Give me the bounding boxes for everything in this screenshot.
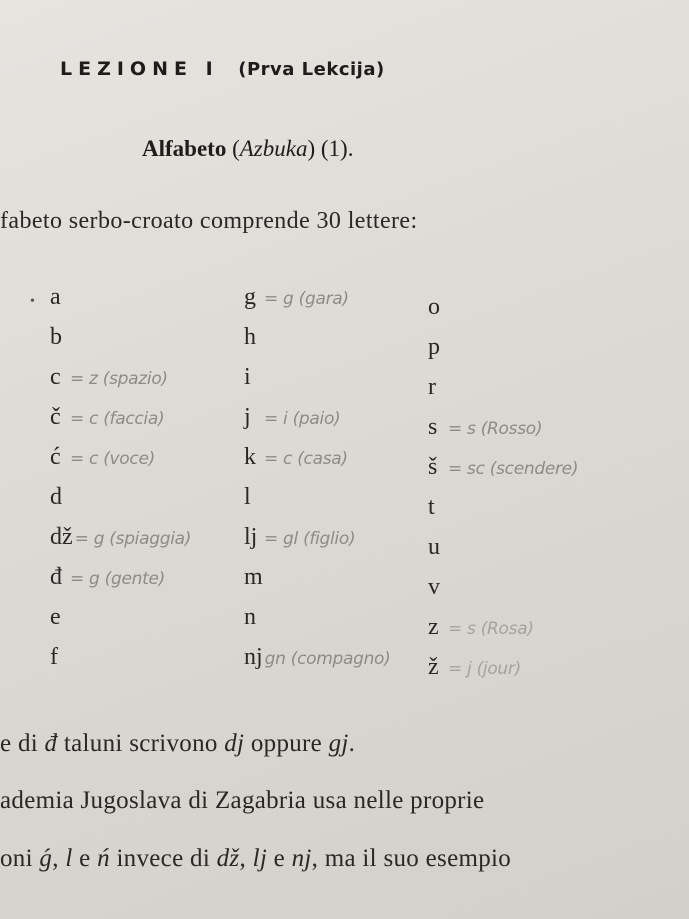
footnote-text: oni xyxy=(0,845,40,872)
footnote-text: , ma il suo esempio xyxy=(311,845,512,872)
margin-dot: • xyxy=(30,294,35,309)
lesson-heading xyxy=(60,58,385,80)
alphabet-row xyxy=(50,644,250,684)
section-title-bold: Alfabeto xyxy=(142,136,227,161)
alphabet-letter: h xyxy=(244,324,256,350)
alphabet-column-2 xyxy=(244,284,444,684)
alphabet-row xyxy=(50,524,250,564)
alphabet-letter: đ xyxy=(50,564,62,590)
alphabet-row xyxy=(428,614,628,654)
alphabet-row xyxy=(50,284,250,324)
alphabet-row xyxy=(244,524,444,564)
alphabet-row xyxy=(50,404,250,444)
alphabet-letter: m xyxy=(244,564,263,590)
footnote-italic: đ xyxy=(44,730,58,757)
handwritten-note: = g (gara) xyxy=(264,289,349,309)
alphabet-letter: z xyxy=(428,614,439,640)
alphabet-letter: b xyxy=(50,324,62,350)
alphabet-row xyxy=(50,564,250,604)
footnote-italic: ǵ xyxy=(39,845,53,872)
handwritten-note: = gl (figlio) xyxy=(264,529,356,549)
alphabet-letter: u xyxy=(428,534,440,560)
alphabet-row xyxy=(244,484,444,524)
alphabet-letter: p xyxy=(428,334,440,360)
alphabet-row xyxy=(428,414,628,454)
handwritten-note: = g (gente) xyxy=(70,569,165,589)
lesson-title-translation: (Prva Lekcija) xyxy=(238,59,385,80)
footnote-text: e di xyxy=(0,730,45,757)
alphabet-letter: o xyxy=(428,294,440,320)
alphabet-row xyxy=(50,604,250,644)
alphabet-column-1 xyxy=(50,284,250,684)
footnote-line-1 xyxy=(0,730,355,758)
alphabet-row xyxy=(428,374,628,414)
alphabet-letter: i xyxy=(244,364,251,390)
section-title-italic: Azbuka xyxy=(239,136,308,161)
section-title xyxy=(142,136,353,162)
footnote-italic: ń xyxy=(97,845,110,872)
lesson-title: LEZIONE I xyxy=(60,58,219,80)
alphabet-row xyxy=(244,444,444,484)
footnote-text: oppure xyxy=(244,730,329,757)
alphabet-letter: č xyxy=(50,404,61,430)
alphabet-row xyxy=(50,484,250,524)
alphabet-row xyxy=(428,494,628,534)
footnote-text: e xyxy=(72,845,98,872)
footnote-italic: lj xyxy=(252,845,268,872)
alphabet-row xyxy=(428,574,628,614)
footnote-line-2: ademia Jugoslava di Zagabria usa nelle proprie xyxy=(0,787,485,814)
handwritten-note: = s (Rosa) xyxy=(448,619,534,639)
alphabet-letter: c xyxy=(50,364,61,390)
alphabet-letter: d xyxy=(50,484,62,510)
alphabet-letter: nj xyxy=(244,644,263,670)
alphabet-letter: e xyxy=(50,604,61,630)
footnote-text: invece di xyxy=(109,845,217,872)
alphabet-column-3 xyxy=(428,294,628,694)
alphabet-letter: j xyxy=(244,404,251,430)
alphabet-row xyxy=(428,334,628,374)
footnote-line-3 xyxy=(0,845,511,873)
alphabet-letter: š xyxy=(428,454,438,480)
alphabet-letter: n xyxy=(244,604,256,630)
footnote-text: , xyxy=(239,845,253,872)
footnote-text: , xyxy=(52,845,66,872)
alphabet-row xyxy=(50,324,250,364)
alphabet-row xyxy=(428,654,628,694)
alphabet-row xyxy=(428,294,628,334)
alphabet-row xyxy=(244,324,444,364)
alphabet-row xyxy=(244,644,444,684)
alphabet-letter: g xyxy=(244,284,256,310)
alphabet-letter: t xyxy=(428,494,435,520)
footnote-text: taluni scrivono xyxy=(57,730,225,757)
footnote-italic: gj xyxy=(328,730,349,757)
intro-sentence: fabeto serbo-croato comprende 30 lettere: xyxy=(0,208,418,234)
handwritten-note: = g (spiaggia) xyxy=(74,529,192,549)
handwritten-note: = c (faccia) xyxy=(70,409,165,429)
handwritten-note: = j (jour) xyxy=(448,659,521,679)
footnote-text: . xyxy=(348,730,356,757)
alphabet-row xyxy=(244,604,444,644)
alphabet-row xyxy=(244,364,444,404)
alphabet-row xyxy=(428,534,628,574)
handwritten-note: = c (voce) xyxy=(70,449,155,469)
alphabet-row xyxy=(244,284,444,324)
alphabet-letter: dž xyxy=(50,524,73,550)
alphabet-row xyxy=(428,454,628,494)
handwritten-note: = z (spazio) xyxy=(70,369,168,389)
footnote-italic: l xyxy=(65,845,73,872)
section-title-paren-close: ) (1). xyxy=(307,136,354,161)
alphabet-letter: a xyxy=(50,284,61,310)
alphabet-letter: ć xyxy=(50,444,61,470)
alphabet-letter: r xyxy=(428,374,436,400)
handwritten-note: = s (Rosso) xyxy=(448,419,543,439)
alphabet-row xyxy=(50,444,250,484)
alphabet-row xyxy=(244,564,444,604)
alphabet-letter: f xyxy=(50,644,58,670)
alphabet-row xyxy=(50,364,250,404)
alphabet-letter: v xyxy=(428,574,440,600)
handwritten-note: = c (casa) xyxy=(264,449,348,469)
section-title-paren-open: ( xyxy=(226,136,240,161)
handwritten-note: = sc (scendere) xyxy=(448,459,579,479)
handwritten-note: = i (paio) xyxy=(264,409,341,429)
footnote-italic: dj xyxy=(224,730,245,757)
footnote-text: e xyxy=(267,845,292,872)
alphabet-letter: lj xyxy=(244,524,258,550)
alphabet-letter: l xyxy=(244,484,251,510)
footnote-italic: nj xyxy=(291,845,312,872)
alphabet-letter: s xyxy=(428,414,438,440)
alphabet-row xyxy=(244,404,444,444)
alphabet-letter: ž xyxy=(428,654,439,680)
handwritten-note: gn (compagno) xyxy=(264,649,391,669)
footnote-italic: dž xyxy=(216,845,240,872)
alphabet-letter: k xyxy=(244,444,256,470)
